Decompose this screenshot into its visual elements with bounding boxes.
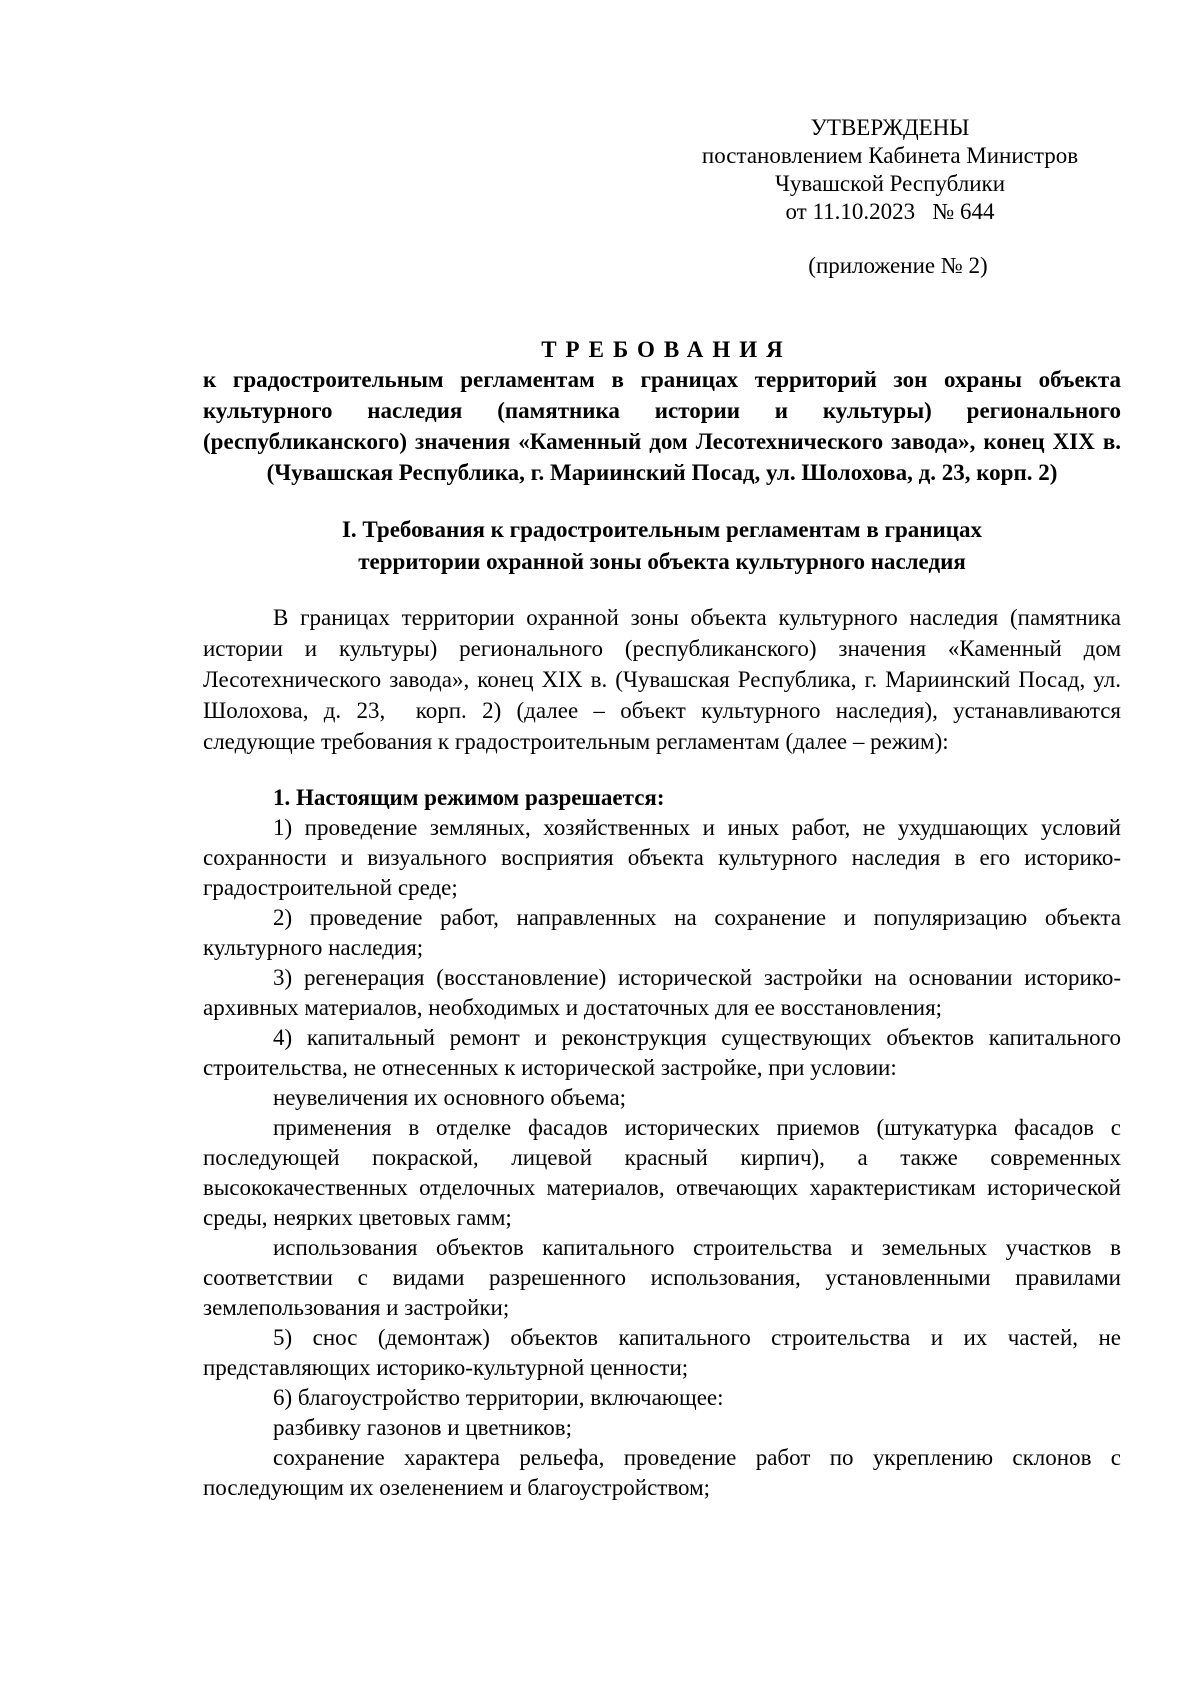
approval-heading: УТВЕРЖДЕНЫ [810,115,970,140]
document-subtitle: к градостроительным регламентам в границах территорий зон охраны объекта культурного наследия (памятника истории и культуры) регионального (республиканского) значения «Каменный дом Лесотехнического завода», конец XIX в. (Чувашская Республика, г. Мариинский Посад, ул. Шолохова, д. 23, корп. 2) [203,367,1121,485]
section-heading-line: территории охранной зоны объекта культурного наследия [358,549,966,574]
list-item: сохранение характера рельефа, проведение работ по укреплению склонов с последующим их озеленением и благоустройством; [203,1445,1121,1500]
list-item: применения в отделке фасадов исторических приемов (штукатурка фасадов с последующей покраской, лицевой красный кирпич), а также современных высококачественных отделочных материалов, отвечающих характеристикам исторической среды, неярких цветовых гамм; [203,1115,1121,1230]
list-item: разбивку газонов и цветников; [273,1415,572,1440]
list-item: 5) снос (демонтаж) объектов капитального строительства и их частей, не представляющих историко-культурной ценности; [203,1325,1121,1380]
list-item: 1) проведение земляных, хозяйственных и иных работ, не ухудшающих условий сохранности и визуального восприятия объекта культурного наследия в его историко-градостроительной среде; [203,815,1121,900]
section-heading-line: I. Требования к градостроительным регламентам в границах [341,517,983,542]
list-item: 6) благоустройство территории, включающее: [273,1385,724,1410]
approval-date-number: от 11.10.2023 № 644 [785,199,995,224]
approval-authority: постановлением Кабинета Министров [701,143,1079,168]
intro-paragraph: В границах территории охранной зоны объекта культурного наследия (памятника истории и культуры) регионального (республиканского) значения «Каменный дом Лесотехнического завода», конец XIX в. (Чувашская Республика, г. Мариинский Посад, ул. Шолохова, д. 23, корп. 2) (далее – объект культурного наследия), устанавливаются следующие требования к градостроительным регламентам (далее – режим): [203,605,1127,754]
approval-block [660,114,1120,280]
list-heading: 1. Настоящим режимом разрешается: [273,785,665,810]
list-item: использования объектов капитального строительства и земельных участков в соответствии с видами разрешенного использования, установленными правилами землепользования и застройки; [203,1235,1121,1320]
document-body [203,336,1127,1503]
list-item: неувеличения их основного объема; [273,1085,627,1110]
approval-republic: Чувашской Республики [774,171,1006,196]
permitted-list [203,783,1121,1503]
annex-label: (приложение № 2) [808,253,988,278]
document-title: ТРЕБОВАНИЯ [541,337,792,362]
list-item: 4) капитальный ремонт и реконструкция существующих объектов капитального строительства, не отнесенных к исторической застройке, при условии: [203,1025,1121,1080]
list-item: 2) проведение работ, направленных на сохранение и популяризацию объекта культурного наследия; [203,905,1121,960]
section-heading [203,514,1121,578]
list-item: 3) регенерация (восстановление) исторической застройки на основании историко-архивных материалов, необходимых и достаточных для ее восстановления; [203,965,1121,1020]
